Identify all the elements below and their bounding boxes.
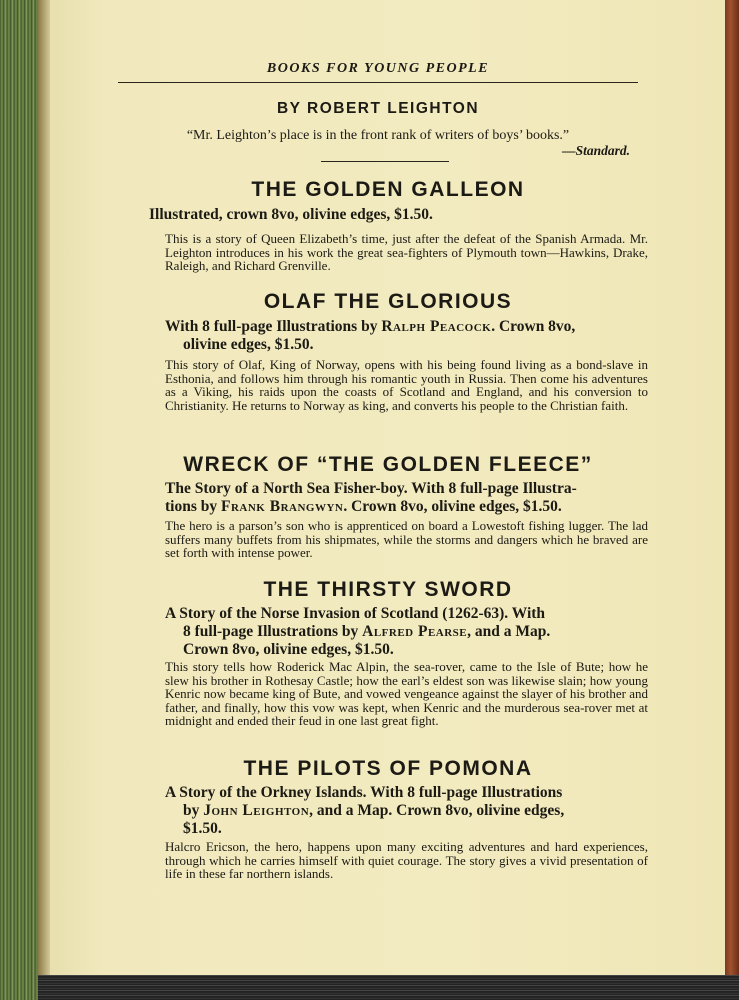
book-info-text: , and a Map. Crown 8vo, olivine edges, xyxy=(309,802,565,819)
book-description: Halcro Ericson, the hero, happens upon many exciting adventures and hard experiences, through which he carries himself with quiet courage. The story gives a vivid presentation of life in these far northern islands. xyxy=(165,839,648,881)
page-edge-bottom xyxy=(38,975,739,1000)
book-info-line: $1.50. xyxy=(183,820,222,837)
book-info-line: Illustrated, crown 8vo, olivine edges, $1.50. xyxy=(149,206,433,223)
book-info-line: A Story of the Orkney Islands. With 8 full-page Illustrations xyxy=(165,784,563,801)
book-info-text: , and a Map. xyxy=(467,623,551,640)
illustrator-name: John Leighton xyxy=(203,802,310,819)
book-info-text: by xyxy=(183,802,204,819)
book-info-text: With 8 full-page Illustrations by xyxy=(165,318,382,335)
book-description: This story tells how Roderick Mac Alpin, the sea-rover, came to the Isle of Bute; how he slew his brother in Rothesay Castle; how the earl’s eldest son was likewise slain; how young Kenric now became king of Bute, and vowed vengeance against the slayer of his brother and father, and finally, how this vow was kept, when Kenric and the murderous sea-rover met at midnight and ended their feud in one last great fight. xyxy=(165,659,648,728)
book-title: THE GOLDEN GALLEON xyxy=(251,178,525,201)
illustrator-name: Ralph Peacock xyxy=(381,318,492,335)
book-description: The hero is a parson’s son who is apprenticed on board a Lowestoft fishing lugger. The lad suffers many buffets from his shipmates, while the storms and dangers which he braved are set forth with intense power. xyxy=(165,518,648,560)
book-info-line: Crown 8vo, olivine edges, $1.50. xyxy=(183,641,394,658)
header-rule xyxy=(118,82,638,83)
quote-source: —Standard. xyxy=(562,143,630,158)
book-info xyxy=(165,605,650,659)
book-info-line: olivine edges, $1.50. xyxy=(183,336,314,353)
author-heading: BY ROBERT LEIGHTON xyxy=(276,100,480,117)
illustrator-name: Alfred Pearse xyxy=(362,623,468,640)
book-info xyxy=(165,318,650,354)
book-info xyxy=(149,206,639,224)
book-description: This is a story of Queen Elizabeth’s time, just after the defeat of the Spanish Armada. Mr. Leighton introduces in his work the great sea-fighters of Plymouth town—Hawkins, Drake, Raleigh, and Richard Grenville. xyxy=(165,231,648,273)
page-edge-right xyxy=(725,0,739,982)
book-title: WRECK OF “THE GOLDEN FLEECE” xyxy=(183,453,593,476)
running-head: BOOKS FOR YOUNG PEOPLE xyxy=(266,61,490,76)
review-quote: “Mr. Leighton’s place is in the front rank of writers of boys’ books.” xyxy=(186,128,570,143)
book-info-text: . Crown 8vo, xyxy=(491,318,576,335)
book-info-line: The Story of a North Sea Fisher-boy. With 8 full-page Illustra- xyxy=(165,480,577,497)
book-description: This story of Olaf, King of Norway, opens with his being found living as a bond-slave in Esthonia, and follows him through his romantic youth in Russia. Then come his adventures as a Viking, his raids upon the coasts of Scotland and England, and his conversion to Christianity. He returns to Norway as king, and converts his people to the Christian faith. xyxy=(165,357,648,413)
book-spine xyxy=(0,0,40,1000)
book-title: OLAF THE GLORIOUS xyxy=(263,290,513,313)
book-info-text: 8 full-page Illustrations by xyxy=(183,623,363,640)
book-info-text: tions by xyxy=(165,498,221,515)
illustrator-name: Frank Brangwyn xyxy=(221,498,344,515)
book-title: THE THIRSTY SWORD xyxy=(263,578,513,601)
book-info-line: A Story of the Norse Invasion of Scotland (1262-63). With xyxy=(165,605,546,622)
book-info xyxy=(165,480,650,516)
divider-rule xyxy=(321,161,449,162)
book-info xyxy=(165,784,650,838)
book-info-text: . Crown 8vo, olivine edges, $1.50. xyxy=(343,498,562,515)
book-title: THE PILOTS OF POMONA xyxy=(243,757,533,780)
